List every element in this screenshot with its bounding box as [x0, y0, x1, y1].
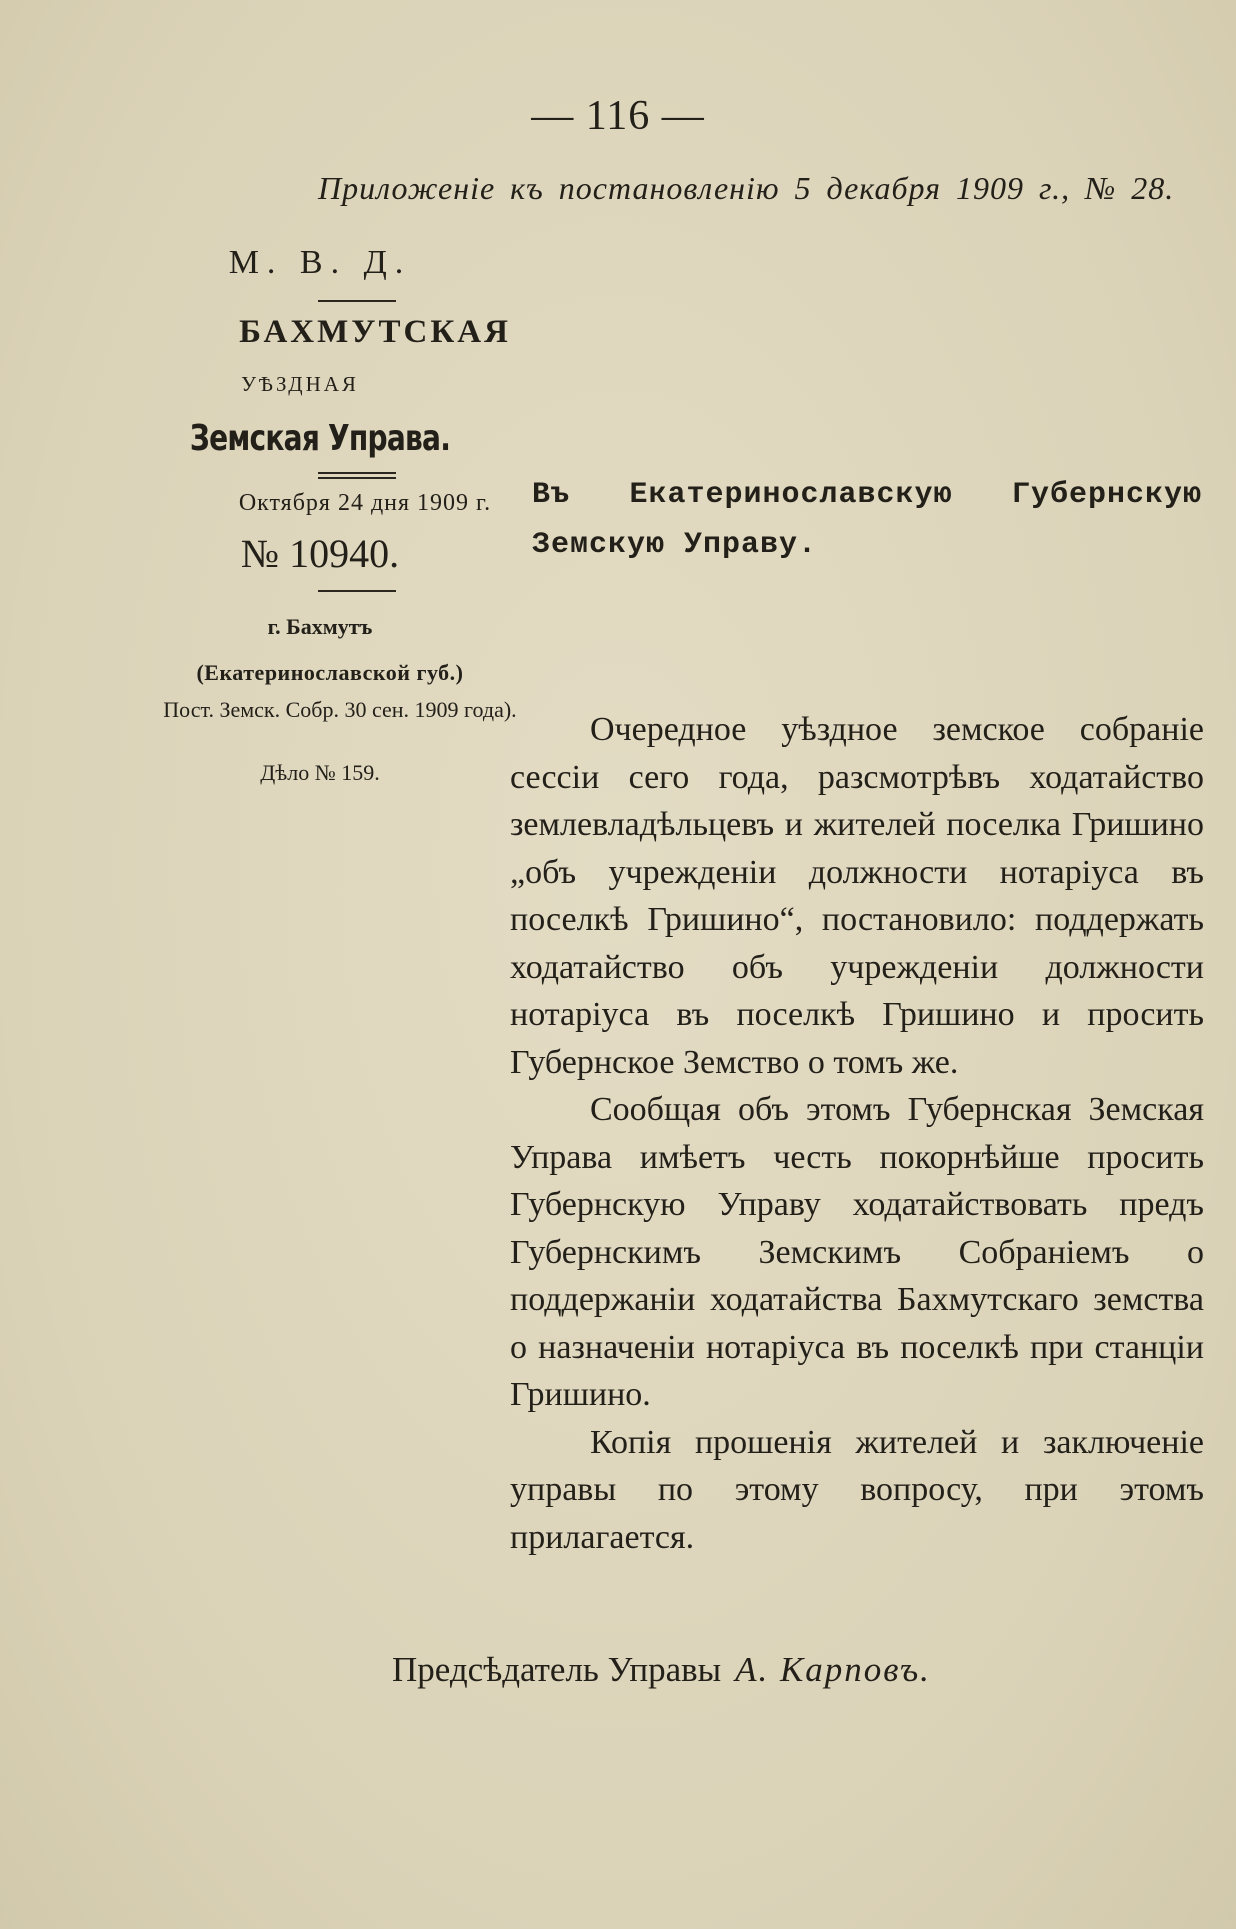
signature-block [392, 1650, 1092, 1690]
ministry-abbrev: М. В. Д. [228, 244, 412, 281]
body-paragraph: Копiя прошенiя жителей и заключенiе управы по этому вопросу, при этомъ прилагается. [510, 1423, 1204, 1556]
divider [318, 300, 396, 302]
divider [318, 477, 396, 479]
case-number: Дѣло № 159. [260, 760, 380, 785]
sender-province: (Екатеринославской губ.) [196, 660, 464, 685]
body-paragraph: Сообщая объ этомъ Губернская Земская Управа имѣетъ честь покорнѣйше просить Губернскую Управу ходатайствовать предъ Губернскимъ Земскимъ Собранiемъ о поддержанiи ходатайства Бахмутскаго земства о назначенiи нотарiуса въ поселкѣ при станцiи Гришино. [510, 1091, 1204, 1413]
letter-number: № 10940. [240, 531, 400, 576]
org-name-line2: УѢЗДНАЯ [241, 372, 359, 396]
org-name-line1: БАХМУТСКАЯ [239, 314, 511, 350]
sender-city: г. Бахмутъ [267, 614, 373, 639]
letter-date: Октября 24 дня 1909 г. [238, 490, 492, 516]
divider [318, 590, 396, 592]
assembly-resolution: Пост. Земск. Собр. 30 сен. 1909 года). [163, 697, 517, 722]
signatory-title: Предсѣдатель Управы [392, 1650, 722, 1689]
org-name-line3: Земская Управа. [189, 418, 451, 459]
body-paragraph: Очередное уѣздное земское собранiе сессiи сего года, разсмотрѣвъ ходатайство землевладѣльцевъ и жителей поселка Гришино „объ учрежденiи должности нотарiуса въ поселкѣ Гришино“, постановило: поддержать ходатайство объ учрежденiи должности нотарiуса въ поселкѣ Гришино и просить Губернское Земство о томъ же. [510, 711, 1204, 1081]
letter-body [510, 706, 1204, 1561]
addressee: Въ Екатеринославскую Губернскую Земскую Управу. [532, 478, 1202, 562]
signatory-name: А. Карповъ. [735, 1650, 931, 1689]
divider [318, 472, 396, 474]
page-number: — 116 — [531, 93, 705, 139]
appendix-heading: Приложенiе къ постановленiю 5 декабря 1909 г., № 28. [318, 170, 1175, 206]
